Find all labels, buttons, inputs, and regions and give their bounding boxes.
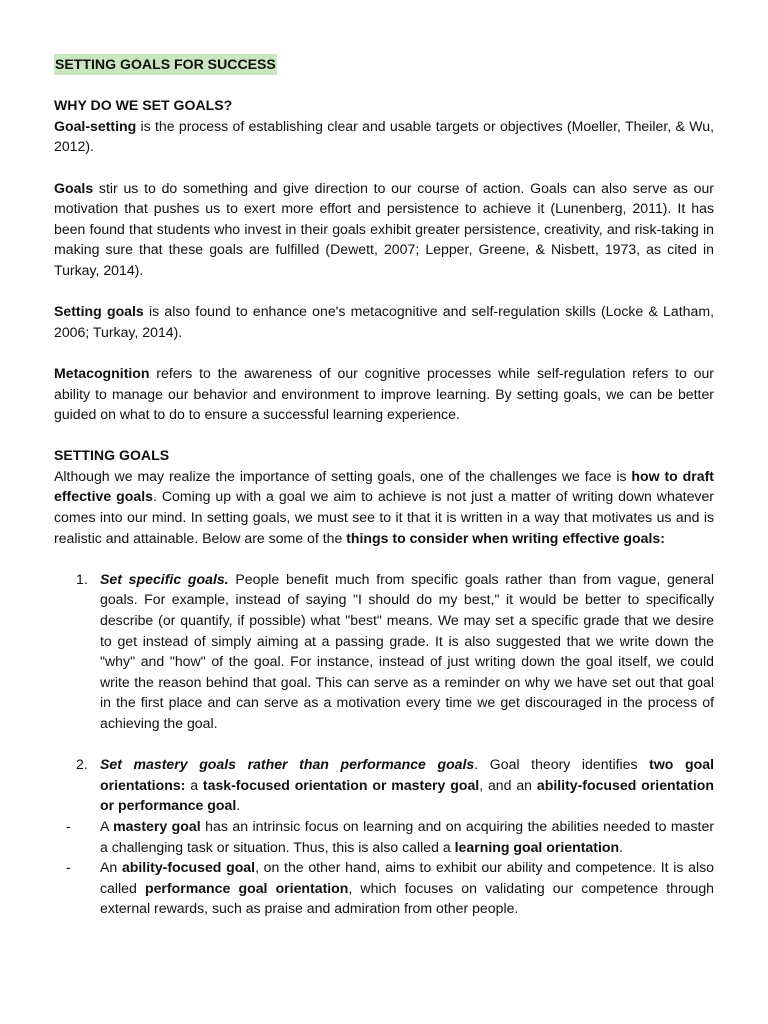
term-setting-goals: Setting goals <box>54 303 144 320</box>
sub-list-item: - A mastery goal has an intrinsic focus on learning and on acquiring the abilities needed to master a challenging task or situation. Thus, this is also called a learning goal orientation. <box>66 817 715 855</box>
term-metacognition: Metacognition <box>54 364 150 381</box>
paragraph-setting-goals-intro: Although we may realize the importance of setting goals, one of the challenges we face is how to draft effective goals. Coming up with a goal we aim to achieve is not just a matter of writing down whatever comes into our mind. In setting goals, we must see to it that it is written in a way that motivates us and is realistic and attainable. Below are some of the things to consider when writing effective goals: <box>54 467 714 546</box>
paragraph-goal-setting: Goal-setting is the process of establishing clear and usable targets or objectives (Moeller, Theiler, & Wu, 2012). <box>54 117 714 155</box>
section-heading-why: WHY DO WE SET GOALS? <box>54 97 233 114</box>
term-goal-setting: Goal-setting <box>54 117 137 134</box>
list-item-lead: Set specific goals. <box>100 570 229 587</box>
list-item: 2. Set mastery goals rather than performance goals. Goal theory identifies two goal orientations: a task-focused orientation or mastery goal, and an ability-focused orientation or performance goal. <box>76 756 714 814</box>
sub-list <box>54 816 714 919</box>
document-page <box>54 54 714 919</box>
list-item-lead: Set mastery goals rather than performance goals <box>100 756 475 773</box>
paragraph-goals: Goals stir us to do something and give direction to our course of action. Goals can also serve as our motivation that pushes us to exert more effort and persistence to achieve it (Lunenberg, 2011). It has been found that students who invest in their goals exhibit greater persistence, creativity, and risk-taking in making sure that these goals are fulfilled (Dewett, 2007; Lepper, Greene, & Nisbett, 1973, as cited in Turkay, 2014). <box>54 179 714 278</box>
list-number: 1. <box>76 570 88 587</box>
dash-bullet: - <box>66 859 71 876</box>
section-heading-setting-goals: SETTING GOALS <box>54 447 170 464</box>
sub-list-item: - An ability-focused goal, on the other hand, aims to exhibit our ability and competence. It is also called performance goal orientation, which focuses on validating our competence through external rewards, such as praise and admiration from other people. <box>66 859 715 917</box>
paragraph-setting-goals: Setting goals is also found to enhance one's metacognitive and self-regulation skills (Locke & Latham, 2006; Turkay, 2014). <box>54 303 714 340</box>
dash-bullet: - <box>66 817 71 834</box>
list-number: 2. <box>76 756 88 773</box>
list-item: 1. Set specific goals. People benefit much from specific goals rather than from vague, general goals. For example, instead of saying "I should do my best," it would be better to specifically describe (or quantify, if possible) what "best" means. We may set a specific grade that we desire to get instead of simply aiming at a passing grade. It is also suggested that we write down the "why" and "how" of the goal. For instance, instead of just writing down the goal itself, we could write the reason behind that goal. This can serve as a reminder on why we have set out that goal in the first place and can serve as a motivation every time we get discouraged in the process of achieving the goal. <box>76 570 714 731</box>
document-title: SETTING GOALS FOR SUCCESS <box>54 54 277 75</box>
considerations-list <box>54 569 714 816</box>
paragraph-metacognition: Metacognition refers to the awareness of our cognitive processes while self-regulation refers to our ability to manage our behavior and environment to improve learning. By setting goals, we can be better guided on what to do to ensure a successful learning experience. <box>54 364 714 423</box>
term-goals: Goals <box>54 179 94 196</box>
